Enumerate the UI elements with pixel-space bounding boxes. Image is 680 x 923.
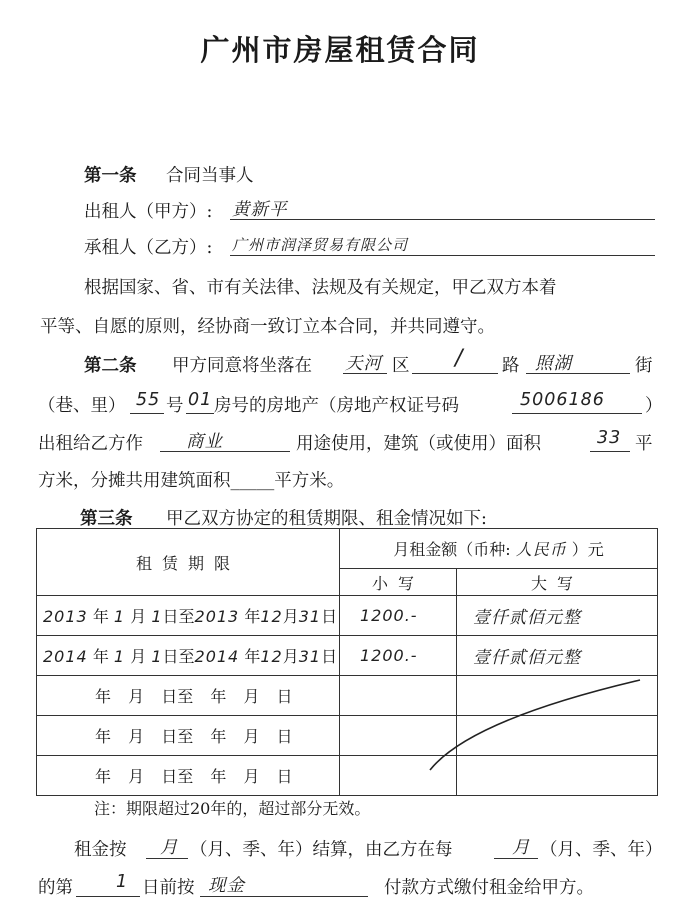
day-value: 1: [116, 872, 129, 892]
room-value: 01: [188, 390, 213, 410]
label-month: 月: [128, 767, 145, 786]
article2-seg1: 甲方同意将坐落在: [172, 356, 312, 376]
label-day-to: 日至: [161, 767, 194, 786]
payment-seg4: 的第: [38, 878, 73, 898]
label-year: 年: [95, 727, 112, 746]
lessee-value: 广州市润泽贸易有限公司: [232, 236, 409, 254]
label-year: 年: [92, 607, 109, 626]
label-day-to: 日至: [161, 727, 194, 746]
label-day: 日: [276, 727, 293, 746]
cert-value: 5006186: [520, 390, 605, 410]
currency-value: 人民币: [515, 540, 567, 559]
label-year: 年: [92, 647, 109, 666]
label-day-to: 日至: [161, 687, 194, 706]
label-year: 年: [95, 767, 112, 786]
label-year: 年: [244, 607, 261, 626]
end-year: 2013: [194, 607, 240, 626]
no-value: 55: [136, 390, 161, 410]
label-day-to: 日至: [162, 607, 195, 626]
label-year: 年: [210, 767, 227, 786]
header-rent-label: 月租金额（币种:: [393, 540, 511, 559]
start-day: 1: [151, 647, 163, 666]
end-day: 31: [298, 647, 322, 666]
lessor-label: 出租人（甲方）:: [84, 202, 213, 222]
start-year: 2014: [43, 647, 88, 666]
header-rent-end: ）元: [571, 540, 604, 559]
header-period: 租赁期限: [37, 529, 340, 596]
method-value: 现金: [208, 876, 245, 896]
label-day: 日: [276, 767, 293, 786]
rent-big-cell: 壹仟贰佰元整: [457, 636, 658, 676]
article3-text: 甲乙双方协定的租赁期限、租金情况如下:: [166, 509, 487, 529]
article1-para-line2: 平等、自愿的原则，经协商一致订立本合同，并共同遵守。: [40, 317, 495, 337]
street-value: 照湖: [535, 354, 572, 374]
article2-seg7: 房号的房地产（房地产权证号码: [214, 396, 459, 416]
label-year: 年: [210, 687, 227, 706]
rent-small-cell: 1200.-: [340, 636, 457, 676]
end-day: 31: [298, 607, 322, 626]
label-month: 月: [128, 727, 145, 746]
method-underline: [200, 896, 368, 897]
road-value: /: [455, 346, 464, 371]
article2-seg2: 区: [392, 356, 410, 376]
article2-seg9: 出租给乙方作: [38, 434, 143, 454]
label-year: 年: [210, 727, 227, 746]
period-underline: [146, 858, 188, 859]
use-value: 商业: [186, 432, 223, 452]
day-underline: [76, 896, 140, 897]
label-year: 年: [244, 647, 261, 666]
article1-para-line1: 根据国家、省、市有关法律、法规及有关规定，甲乙双方本着: [84, 278, 557, 298]
label-day-to: 日至: [162, 647, 195, 666]
label-month: 月: [243, 767, 260, 786]
cancel-stroke-line: [430, 680, 640, 770]
article2-seg6: 号: [166, 396, 184, 416]
label-month: 月: [128, 687, 145, 706]
period-value: 月: [160, 838, 179, 858]
label-day: 日: [276, 687, 293, 706]
rent-big-cell: 壹仟贰佰元整: [457, 596, 658, 636]
page-title: 广州市房屋租赁合同: [200, 33, 480, 67]
district-value: 天河: [345, 354, 382, 374]
article3-heading: 第三条: [80, 509, 133, 529]
label-month: 月: [282, 647, 299, 666]
each-underline: [494, 858, 538, 859]
article1-heading: 第一条: [84, 166, 137, 186]
note: 注：期限超过20年的，超过部分无效。: [94, 799, 371, 818]
article2-seg4: 街: [635, 356, 653, 376]
label-month: 月: [130, 647, 147, 666]
payment-seg3: （月、季、年）: [540, 840, 663, 860]
area-value: 33: [597, 428, 622, 448]
label-day: 日: [321, 647, 338, 666]
article1-text: 合同当事人: [166, 166, 254, 186]
article2-seg12: 方米，分摊共用建筑面积_____平方米。: [38, 471, 345, 491]
article2-seg11: 平: [635, 434, 653, 454]
article2-heading: 第二条: [84, 356, 137, 376]
end-month: 12: [260, 607, 283, 626]
rent-small-cell: 1200.-: [340, 596, 457, 636]
article2-seg8: ）: [645, 396, 663, 416]
header-small: 小写: [340, 569, 457, 596]
label-month: 月: [282, 607, 299, 626]
article2-seg5: （巷、里）: [38, 396, 126, 416]
label-month: 月: [243, 687, 260, 706]
label-month: 月: [130, 607, 147, 626]
article2-seg10: 用途使用，建筑（或使用）面积: [296, 434, 541, 454]
payment-seg2: （月、季、年）结算，由乙方在每: [190, 840, 453, 860]
end-month: 12: [260, 647, 283, 666]
lessor-value: 黄新平: [232, 200, 288, 220]
label-day: 日: [321, 607, 338, 626]
start-month: 1: [113, 647, 126, 666]
start-year: 2013: [43, 607, 88, 626]
payment-seg5: 日前按: [142, 878, 195, 898]
label-month: 月: [243, 727, 260, 746]
start-month: 1: [113, 607, 126, 626]
article2-seg3: 路: [502, 356, 520, 376]
payment-seg6: 付款方式缴付租金给甲方。: [384, 878, 594, 898]
header-big: 大写: [457, 569, 658, 596]
lessee-label: 承租人（乙方）:: [84, 238, 213, 258]
start-day: 1: [151, 607, 163, 626]
end-year: 2014: [194, 647, 240, 666]
each-value: 月: [512, 838, 531, 858]
payment-seg1: 租金按: [74, 840, 127, 860]
label-year: 年: [95, 687, 112, 706]
